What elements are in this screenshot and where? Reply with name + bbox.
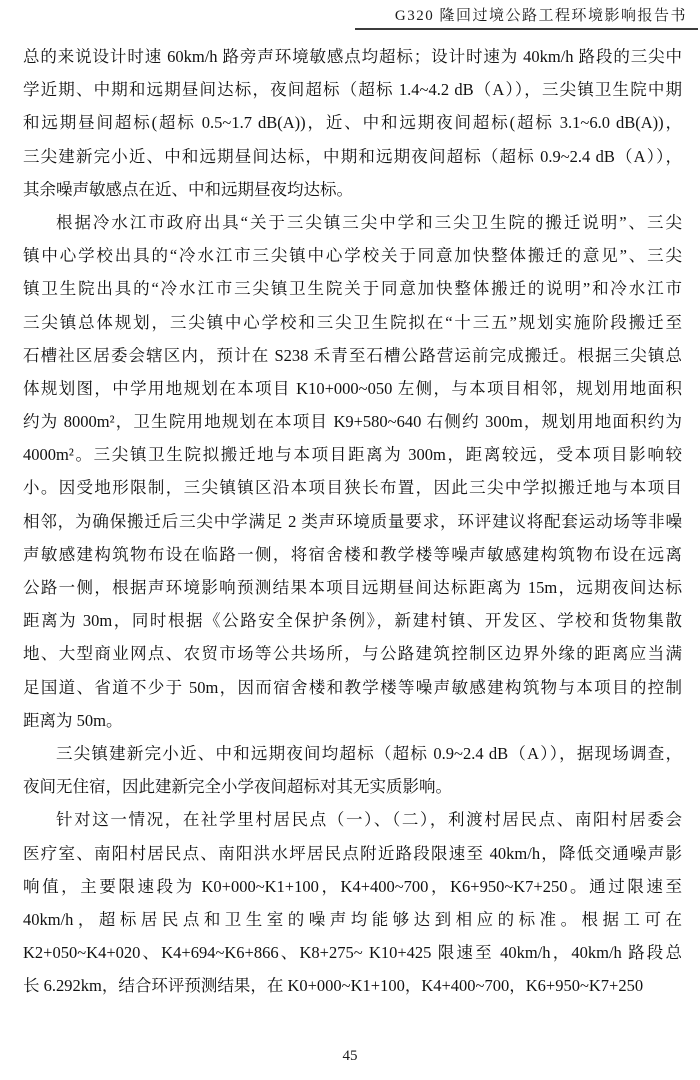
text-line: 镇中心学校出具的“冷水江市三尖镇中心学校关于同意加快整体搬迁的意见”、三尖 (23, 246, 682, 266)
text-line: 三尖镇建新完小近、中和远期夜间均超标（超标 0.9~2.4 dB（A）），据现场调查， (56, 743, 682, 763)
paragraph (23, 737, 682, 803)
text-line: 声敏感建构筑物布设在临路一侧，将宿舍楼和教学楼等噪声敏感建构筑物布设在远离 (23, 544, 682, 564)
text-line: 体规划图，中学用地规划在本项目 K10+000~050 左侧，与本项目相邻，规划用地面积 (23, 378, 682, 398)
page-footer (0, 1048, 700, 1065)
text-line: 总的来说设计时速 60km/h 路旁声环境敏感点均超标；设计时速为 40km/h 路段的三尖中 (23, 47, 682, 66)
text-line: 距离为 50m。 (23, 710, 123, 730)
text-line: 镇卫生院出具的“冷水江市三尖镇卫生院关于同意加快整体搬迁的说明”和冷水江市 (23, 279, 682, 299)
text-line: K2+050~K4+020、K4+694~K6+866、K8+275~ K10+425 限速至 40km/h，40km/h 路段总 (23, 943, 682, 963)
text-line: 其余噪声敏感点在近、中和远期昼夜均达标。 (23, 179, 353, 199)
paragraph (23, 206, 682, 737)
text-line: 足国道、省道不少于 50m，因而宿舍楼和教学楼等噪声敏感建构筑物与本项目的控制 (23, 677, 682, 697)
text-line: 公路一侧，根据声环境影响预测结果本项目远期昼间达标距离为 15m，远期夜间达标 (23, 578, 682, 597)
text-line: 学近期、中期和远期昼间达标，夜间超标（超标 1.4~4.2 dB（A）），三尖镇卫生院中期 (23, 80, 682, 100)
text-line: 4000m²。三尖镇卫生院拟搬迁地与本项目距离为 300m，距离较远，受本项目影响较 (23, 445, 682, 465)
text-line: 医疗室、南阳村居民点、南阳洪水坪居民点附近路段限速至 40km/h，降低交通噪声影 (23, 843, 682, 863)
text-line: 三尖镇总体规划，三尖镇中心学校和三尖卫生院拟在“十三五”规划实施阶段搬迁至 (23, 312, 682, 332)
paragraph (23, 803, 682, 1002)
text-line: 三尖建新完小近、中和远期昼间达标，中期和远期夜间超标（超标 0.9~2.4 dB（A））， (23, 146, 682, 166)
text-line: 响值，主要限速段为 K0+000~K1+100，K4+400~700，K6+950~K7+250。通过限速至 (23, 876, 682, 896)
text-line: 石槽社区居委会辖区内，预计在 S238 禾青至石槽公路营运前完成搬迁。根据三尖镇总 (23, 345, 682, 365)
text-line: 约为 8000m²，卫生院用地规划在本项目 K9+580~640 右侧约 300m，规划用地面积约为 (23, 412, 682, 432)
text-line: 地、大型商业网点、农贸市场等公共场所，与公路建筑控制区边界外缘的距离应当满 (23, 644, 682, 664)
report-title: G320 隆回过境公路工程环境影响报告书 (355, 0, 698, 30)
text-line: 和远期昼间超标(超标 0.5~1.7 dB(A))，近、中和远期夜间超标(超标 3.1~6.0 dB(A))， (23, 113, 682, 133)
page-header (355, 0, 698, 30)
text-line: 针对这一情况，在社学里村居民点（一）、（二），利渡村居民点、南阳村居委会 (56, 810, 682, 830)
text-line: 长 6.292km，结合环评预测结果，在 K0+000~K1+100，K4+400~700，K6+950~K7+250 (23, 976, 644, 996)
text-line: 根据冷水江市政府出具“关于三尖镇三尖中学和三尖卫生院的搬迁说明”、三尖 (56, 212, 682, 232)
document-body (23, 40, 682, 1002)
page-number: 45 (342, 1048, 358, 1064)
paragraph (23, 40, 682, 206)
text-line: 距离为 30m，同时根据《公路安全保护条例》，新建村镇、开发区、学校和货物集散 (23, 611, 682, 631)
text-line: 小。因受地形限制，三尖镇镇区沿本项目狭长布置，因此三尖中学拟搬迁地与本项目 (23, 478, 682, 498)
text-line: 夜间无住宿，因此建新完全小学夜间超标对其无实质影响。 (23, 777, 452, 797)
text-line: 相邻，为确保搬迁后三尖中学满足 2 类声环境质量要求，环评建议将配套运动场等非噪 (23, 511, 682, 531)
text-line: 40km/h，超标居民点和卫生室的噪声均能够达到相应的标准。根据工可在 (23, 909, 682, 929)
